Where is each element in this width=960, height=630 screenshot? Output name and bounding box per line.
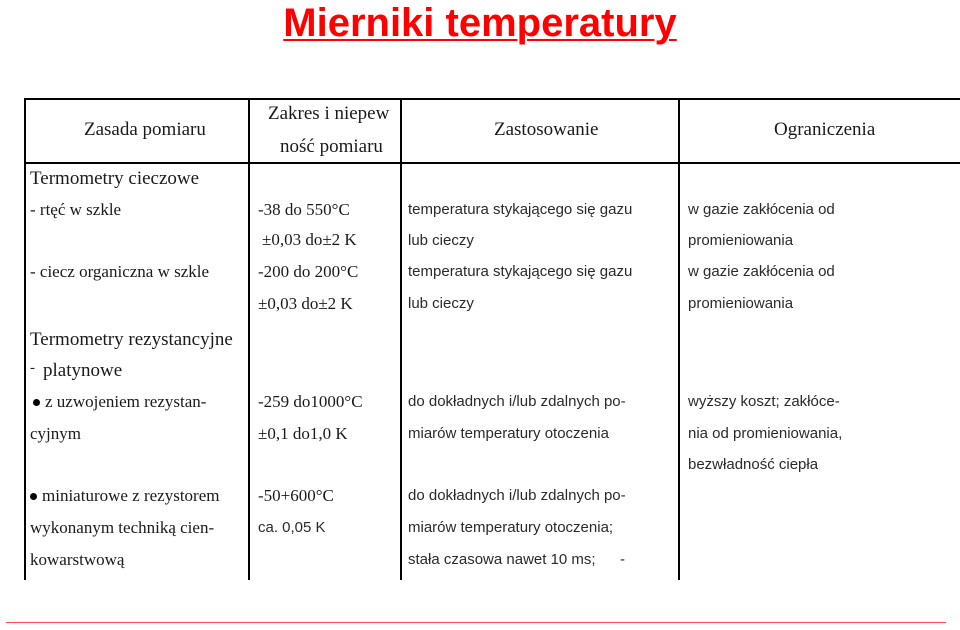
- bottom-divider: [6, 622, 946, 623]
- mercury-uncertainty: ±0,03 do±2 K: [262, 230, 357, 249]
- col-divider-1: [24, 98, 26, 580]
- wound-range: -259 do1000°C: [258, 392, 363, 411]
- organic-range: -200 do 200°C: [258, 262, 359, 281]
- organic-principle: - ciecz organiczna w szkle: [30, 262, 210, 281]
- mercury-limit-line1: w gazie zakłócenia od: [688, 201, 835, 218]
- header-application: Zastosowanie: [494, 119, 599, 140]
- page-title: Mierniki temperatury: [283, 1, 677, 45]
- wound-principle-line1: z uzwojeniem rezystan-: [45, 392, 207, 411]
- miniature-principle-line1: miniaturowe z rezystorem: [42, 486, 220, 505]
- col-divider-4: [678, 98, 680, 580]
- organic-use-line2: lub cieczy: [408, 295, 474, 312]
- mercury-limit-line2: promieniowania: [688, 232, 794, 249]
- miniature-use-line2: miarów temperatury otoczenia;: [408, 519, 614, 536]
- miniature-principle-line3: kowarstwową: [30, 550, 125, 569]
- platinum-dash: -: [30, 360, 35, 376]
- miniature-use-dash: -: [620, 551, 625, 568]
- wound-uncertainty: ±0,1 do1,0 K: [258, 424, 348, 443]
- table-top-border: [24, 98, 960, 100]
- miniature-range: -50+600°C: [258, 486, 334, 505]
- organic-use-line1: temperatura stykającego się gazu: [408, 263, 633, 280]
- mercury-use-line1: temperatura stykającego się gazu: [408, 201, 633, 218]
- section-resistive-thermometers: Termometry rezystancyjne: [30, 329, 233, 350]
- organic-limit-line1: w gazie zakłócenia od: [688, 263, 835, 280]
- organic-limit-line2: promieniowania: [688, 295, 794, 312]
- wound-principle-line2: cyjnym: [30, 424, 81, 443]
- mercury-principle: - rtęć w szkle: [30, 200, 122, 219]
- header-principle: Zasada pomiaru: [84, 119, 206, 140]
- organic-uncertainty: ±0,03 do±2 K: [258, 294, 353, 313]
- header-range-line2: ność pomiaru: [280, 136, 383, 157]
- miniature-use-line3: stała czasowa nawet 10 ms;: [408, 551, 596, 568]
- section-liquid-thermometers: Termometry cieczowe: [30, 168, 200, 189]
- wound-use-line2: miarów temperatury otoczenia: [408, 425, 609, 442]
- col-divider-2: [248, 98, 250, 580]
- wound-limit-line1: wyższy koszt; zakłóce-: [688, 393, 840, 410]
- wound-limit-line3: bezwładność ciepła: [688, 456, 819, 473]
- mercury-range: -38 do 550°C: [258, 200, 350, 219]
- miniature-principle-line2: wykonanym techniką cien-: [30, 518, 215, 537]
- header-range-line1: Zakres i niepew: [268, 104, 390, 124]
- miniature-uncertainty: ca. 0,05 K: [258, 519, 326, 536]
- header-limitations: Ograniczenia: [774, 119, 876, 140]
- header-bottom-border: [24, 162, 960, 164]
- col-divider-3: [400, 98, 402, 580]
- wound-use-line1: do dokładnych i/lub zdalnych po-: [408, 393, 626, 410]
- miniature-use-line1: do dokładnych i/lub zdalnych po-: [408, 487, 626, 504]
- mercury-use-line2: lub cieczy: [408, 232, 474, 249]
- subsection-platinum: platynowe: [43, 360, 123, 381]
- wound-limit-line2: nia od promieniowania,: [688, 425, 843, 442]
